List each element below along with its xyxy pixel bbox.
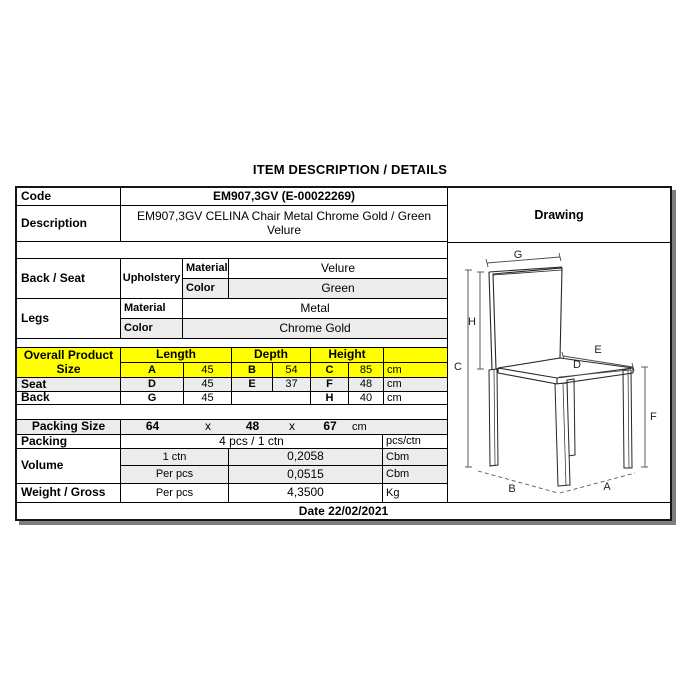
dim-unit-back: cm bbox=[384, 392, 447, 405]
packing-value: 4 pcs / 1 ctn bbox=[121, 435, 383, 449]
unit-header-cell bbox=[384, 348, 447, 363]
dim-unit-seat: cm bbox=[384, 378, 447, 392]
legs-material-value: Metal bbox=[183, 299, 447, 319]
weight-unit: Kg bbox=[386, 486, 400, 499]
packing-label: Packing bbox=[17, 435, 121, 449]
dimensions-section bbox=[17, 348, 447, 405]
dim-key-H: H bbox=[311, 392, 349, 405]
legs-color-label: Color bbox=[121, 319, 183, 339]
dim-key-E: E bbox=[232, 378, 273, 392]
chair-drawing-svg bbox=[448, 243, 670, 500]
packing-section bbox=[17, 420, 447, 502]
seat-row-label: Seat bbox=[17, 378, 121, 392]
upholstery-material-value: Velure bbox=[229, 259, 447, 279]
dim-unit-overall: cm bbox=[384, 363, 447, 378]
spec-sheet-table bbox=[15, 186, 672, 521]
depth-header: Depth bbox=[232, 348, 311, 363]
date-value: Date 22/02/2021 bbox=[298, 504, 389, 518]
legs-color-value: Chrome Gold bbox=[183, 319, 447, 339]
weight-name: Per pcs bbox=[121, 484, 229, 502]
page-title: ITEM DESCRIPTION / DETAILS bbox=[252, 162, 448, 177]
dim-val-G: 45 bbox=[184, 392, 232, 405]
drawing-area bbox=[448, 243, 670, 500]
dim-label-C: C bbox=[454, 361, 462, 373]
dim-val-D: 45 bbox=[184, 378, 232, 392]
packing-size-label: Packing Size bbox=[17, 420, 121, 435]
date-row bbox=[17, 502, 670, 519]
volume-row1-name: 1 ctn bbox=[121, 449, 229, 466]
back-depth-empty-cell bbox=[232, 392, 311, 405]
dim-label-D: D bbox=[573, 359, 581, 371]
legs-label: Legs bbox=[17, 299, 121, 339]
packing-unit: pcs/ctn bbox=[383, 435, 447, 449]
volume-label: Volume bbox=[17, 449, 121, 484]
dim-label-H: H bbox=[468, 316, 476, 328]
dim-key-C: C bbox=[311, 363, 349, 378]
packing-size-v1: 64 bbox=[145, 420, 160, 434]
dim-key-B: B bbox=[232, 363, 273, 378]
dim-label-A: A bbox=[603, 481, 611, 493]
drawing-section bbox=[448, 188, 670, 502]
packing-size-x2: x bbox=[289, 420, 295, 434]
volume-row1-unit: Cbm bbox=[383, 449, 447, 466]
upholstery-color-label: Color bbox=[183, 279, 229, 299]
description-label: Description bbox=[17, 206, 121, 242]
packing-size-unit: cm bbox=[352, 420, 367, 433]
dim-key-A: A bbox=[121, 363, 184, 378]
dim-val-B: 54 bbox=[273, 363, 311, 378]
dim-val-F: 48 bbox=[349, 378, 384, 392]
weight-value: 4,3500 bbox=[229, 484, 383, 502]
dim-label-E: E bbox=[594, 344, 602, 356]
length-header: Length bbox=[121, 348, 232, 363]
packing-size-value bbox=[121, 420, 447, 435]
dim-label-F: F bbox=[650, 411, 657, 423]
packing-size-v3: 67 bbox=[323, 420, 337, 434]
back-row-label: Back bbox=[17, 392, 121, 405]
volume-row2-unit: Cbm bbox=[383, 466, 447, 484]
code-value: EM907,3GV (E-00022269) bbox=[121, 188, 447, 206]
packing-size-x1: x bbox=[205, 420, 211, 434]
volume-row2-value: 0,0515 bbox=[229, 466, 383, 484]
volume-row1-value: 0,2058 bbox=[229, 449, 383, 466]
legs-material-label: Material bbox=[121, 299, 183, 319]
dim-val-C: 85 bbox=[349, 363, 384, 378]
overall-size-label: Overall Product Size bbox=[17, 348, 121, 378]
dim-val-A: 45 bbox=[184, 363, 232, 378]
code-description-section bbox=[17, 188, 447, 242]
code-label: Code bbox=[17, 188, 121, 206]
upholstery-label: Upholstery bbox=[121, 259, 183, 299]
dim-val-E: 37 bbox=[273, 378, 311, 392]
dim-label-B: B bbox=[508, 483, 516, 495]
description-value: EM907,3GV CELINA Chair Metal Chrome Gold / Green Velure bbox=[121, 206, 447, 242]
back-seat-label: Back / Seat bbox=[17, 259, 121, 299]
drawing-header: Drawing bbox=[448, 188, 670, 243]
upholstery-color-value: Green bbox=[229, 279, 447, 299]
section-divider bbox=[17, 405, 447, 420]
dim-key-F: F bbox=[311, 378, 349, 392]
weight-label: Weight / Gross bbox=[17, 484, 121, 502]
materials-section bbox=[17, 259, 447, 339]
section-divider bbox=[17, 339, 447, 348]
height-header: Height bbox=[311, 348, 384, 363]
upholstery-material-label: Material bbox=[183, 259, 229, 279]
dim-key-G: G bbox=[121, 392, 184, 405]
section-divider bbox=[17, 242, 447, 259]
dim-val-H: 40 bbox=[349, 392, 384, 405]
dim-key-D: D bbox=[121, 378, 184, 392]
dim-label-G: G bbox=[513, 249, 523, 261]
volume-row2-name: Per pcs bbox=[121, 466, 229, 484]
spec-left-section bbox=[17, 188, 448, 502]
packing-size-v2: 48 bbox=[245, 420, 260, 434]
